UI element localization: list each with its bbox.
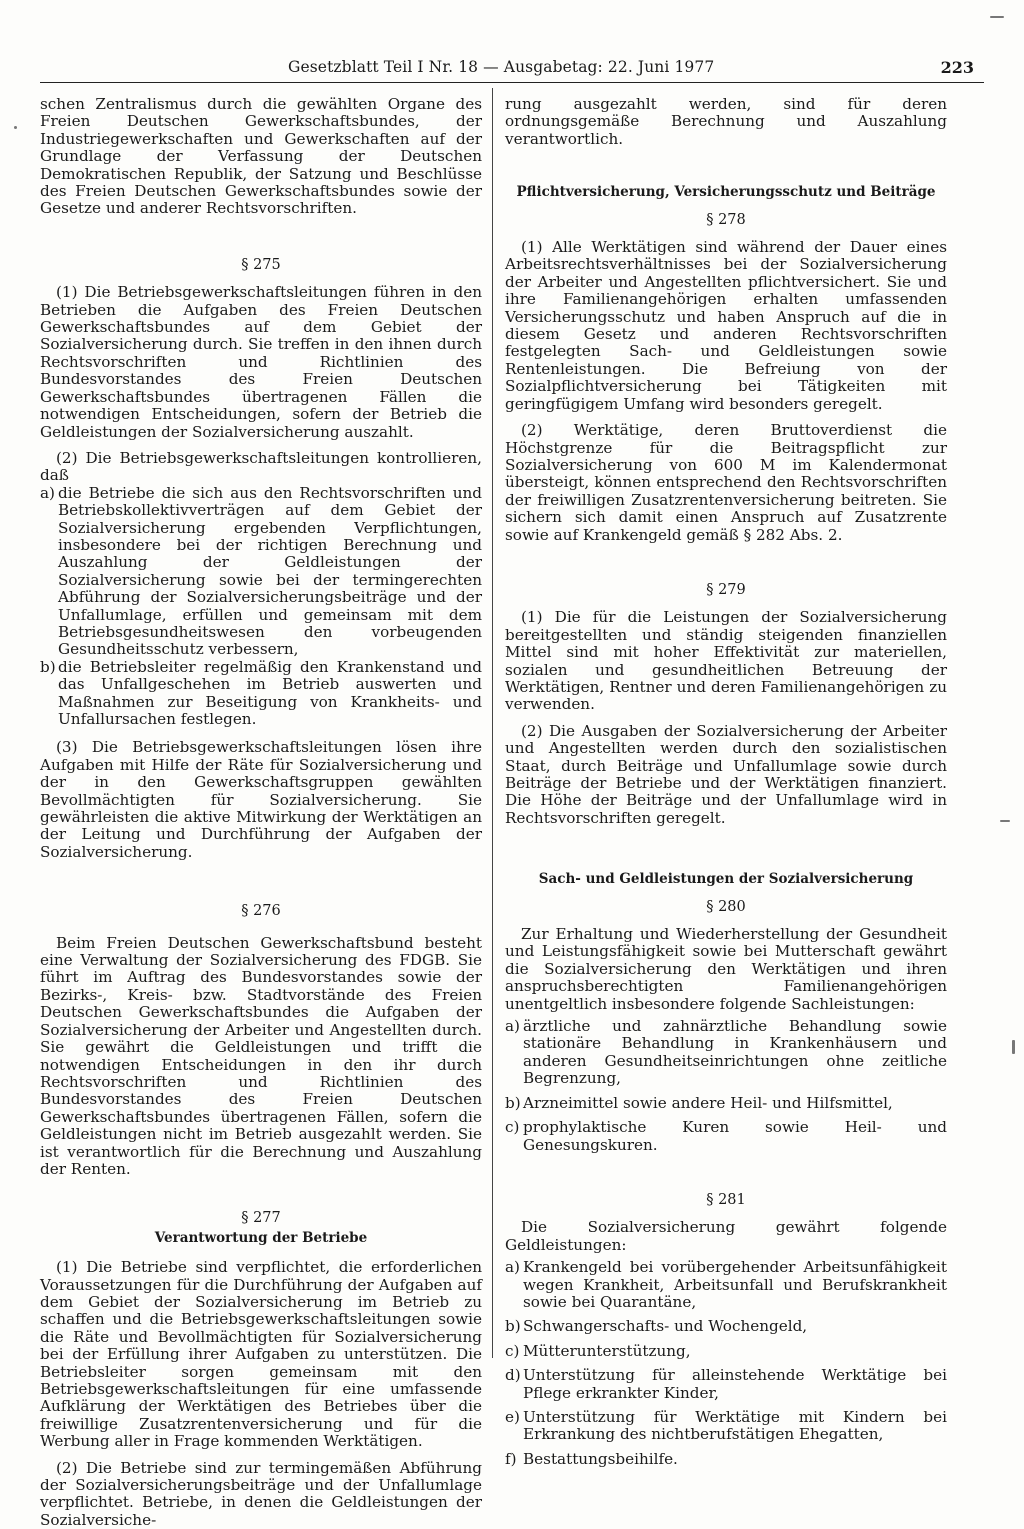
section-279-title: § 279 — [706, 581, 746, 598]
section-280-title: § 280 — [706, 898, 746, 915]
paragraph-280-1: Zur Erhaltung und Wiederherstellung der Gesundheit und Leistungsfähigkeit sowie bei Mutterschaft gewährt die Sozialversicherung den Werktätigen und ihren anspruchsberechtigten Familienangehörigen unentgeltlich insbesondere folgende Sachleistungen: — [505, 925, 947, 1013]
list-item-text: Krankengeld bei vorübergehender Arbeitsunfähigkeit wegen Krankheit, Arbeitsunfall und Berufskrankheit sowie bei Quarantäne, — [523, 1258, 947, 1311]
list-item-text: die Betriebsleiter regelmäßig den Krankenstand und das Unfallgeschehen im Betrieb auswerten und Maßnahmen zur Beseitigung von Krankheits- und Unfallursachen festlegen. — [58, 657, 482, 728]
list-item-281-b — [505, 1318, 947, 1335]
list-item-text: Unterstützung für Werktätige mit Kindern bei Erkrankung des nichtberufstätigen Ehegatten, — [523, 1407, 947, 1444]
list-marker: c) — [505, 1341, 520, 1360]
scan-mark — [14, 126, 17, 129]
list-item-text: Mütterunterstützung, — [523, 1341, 691, 1360]
paragraph-279-2: (2) Die Ausgaben der Sozialversicherung der Arbeiter und Angestellten werden durch den sozialistischen Staat, durch Beiträge und Unfallumlage sowie durch Beiträge der Betriebe und der Werktätigen finanziert. Die Höhe der Beiträge und der Unfallumlage wird in Rechtsvorschriften geregelt. — [505, 721, 947, 827]
list-marker: e) — [505, 1407, 520, 1426]
list-item-280-b — [505, 1095, 947, 1112]
list-marker: b) — [505, 1317, 521, 1336]
scan-mark — [990, 16, 1004, 18]
continued-paragraph: rung ausgezahlt werden, sind für deren ordnungsgemäße Berechnung und Auszahlung verantwortlich. — [505, 95, 947, 148]
list-item-text: Bestattungsbeihilfe. — [523, 1449, 678, 1468]
group-heading-sachleistungen: Sach- und Geldleistungen der Sozialversicherung — [538, 871, 914, 888]
page-header — [40, 56, 980, 86]
section-276-title: § 276 — [241, 903, 281, 920]
list-item-text: Arzneimittel sowie andere Heil- und Hilfsmittel, — [523, 1093, 893, 1112]
header-title: Gesetzblatt Teil I Nr. 18 — Ausgabetag: 22. Juni 1977 — [288, 58, 715, 76]
list-item-281-a — [505, 1259, 947, 1311]
header-rule — [40, 82, 984, 83]
scan-mark — [1012, 1040, 1015, 1054]
list-item-280-c — [505, 1119, 947, 1154]
list-marker: b) — [40, 657, 56, 676]
paragraph-275-1: (1) Die Betriebsgewerkschaftsleitungen führen in den Betrieben die Aufgaben des Freien Deutschen Gewerkschaftsbundes auf dem Gebiet der Sozialversicherung durch. Sie treffen in den ihnen durch Rechtsvorschriften und Richtlinien des Bundesvorstandes des Freien Deutschen Gewerkschaftsbundes übertragenen Fällen die notwendigen Entscheidungen, sofern der Betrieb die Geldleistungen der Sozialversicherung auszahlt. — [40, 283, 482, 441]
left-column — [40, 96, 482, 1529]
page-number: 223 — [940, 58, 974, 77]
list-marker: a) — [505, 1017, 520, 1036]
continued-paragraph: schen Zentralismus durch die gewählten Organe des Freien Deutschen Gewerkschaftsbundes, der Industriegewerkschaften und Gewerkschaften auf der Grundlage der Verfassung der Deutschen Demokratischen Republik, der Satzung und Beschlüsse des Freien Deutschen Gewerkschaftsbundes sowie der Gesetze und anderer Rechtsvorschriften. — [40, 95, 482, 218]
section-275-title: § 275 — [241, 256, 281, 273]
section-277-heading: Verantwortung der Betriebe — [154, 1229, 368, 1246]
list-item-281-f — [505, 1451, 947, 1468]
list-marker: b) — [505, 1093, 521, 1112]
list-item-275-b — [40, 659, 482, 729]
scan-mark — [1000, 820, 1010, 822]
section-278-title: § 278 — [706, 211, 746, 228]
column-divider — [492, 88, 493, 1358]
list-item-275-a — [40, 485, 482, 659]
list-item-281-e — [505, 1409, 947, 1444]
paragraph-275-2: (2) Die Betriebsgewerkschaftsleitungen kontrollieren, daß — [40, 448, 482, 485]
list-item-text: ärztliche und zahnärztliche Behandlung sowie stationäre Behandlung in Krankenhäusern und anderen Gesundheitseinrichtungen ohne zeitliche Begrenzung, — [523, 1017, 947, 1088]
paragraph-279-1: (1) Die für die Leistungen der Sozialversicherung bereitgestellten und ständig steigenden finanziellen Mittel sind mit hoher Effektivität zur materiellen, sozialen und gesundheitlichen Betreuung der Werktätigen, Rentner und deren Familienangehörigen zu verwenden. — [505, 608, 947, 714]
list-item-text: die Betriebe die sich aus den Rechtsvorschriften und Betriebskollektivverträgen auf dem Gebiet der Sozialversicherung ergebenden Verpflichtungen, insbesondere bei der richtigen Berechnung und Auszahlung der Geldleistungen der Sozialversicherung sowie bei der termingerechten Abführung der Sozialversicherungsbeiträge und der Unfallumlage, erfüllen und gemeinsam mit dem Betriebsgesundheitswesen den vorbeugenden Gesundheitsschutz verbessern, — [58, 483, 482, 659]
right-column — [505, 96, 947, 1468]
paragraph-275-3: (3) Die Betriebsgewerkschaftsleitungen lösen ihre Aufgaben mit Hilfe der Räte für Sozialversicherung und der in den Gewerkschaftsgruppen gewählten Bevollmächtigten für Sozialversicherung. Sie gewährleisten die aktive Mitwirkung der Werktätigen an der Leitung und Durchführung der Aufgaben der Sozialversicherung. — [40, 738, 482, 861]
list-marker: f) — [505, 1449, 517, 1468]
paragraph-277-1: (1) Die Betriebe sind verpflichtet, die erforderlichen Voraussetzungen für die Durchführung der Aufgaben auf dem Gebiet der Sozialversicherung im Betrieb zu schaffen und die Betriebsgewerkschaftsleitungen sowie die Räte und Bevollmächtigten für Sozialversicherung bei der Erfüllung ihrer Aufgaben zu unterstützen. Die Betriebsleiter sorgen gemeinsam mit den Betriebsgewerkschaftsleitungen für eine umfassende Aufklärung der Werktätigen des Betriebes über die freiwillige Zusatzrentenversicherung und für die Werbung aller in Frage kommenden Werktätigen. — [40, 1258, 482, 1451]
group-heading-pflichtversicherung: Pflichtversicherung, Versicherungsschutz und Beiträge — [516, 184, 936, 201]
list-item-text: Unterstützung für alleinstehende Werktätige bei Pflege erkrankter Kinder, — [523, 1366, 947, 1402]
list-item-281-d — [505, 1367, 947, 1402]
list-marker: a) — [505, 1258, 520, 1277]
list-marker: d) — [505, 1366, 521, 1385]
list-item-text: prophylaktische Kuren sowie Heil- und Genesungskuren. — [523, 1118, 947, 1154]
paragraph-281-1: Die Sozialversicherung gewährt folgende Geldleistungen: — [505, 1218, 947, 1254]
list-item-280-a — [505, 1018, 947, 1088]
list-item-281-c — [505, 1343, 947, 1360]
paragraph-278-2: (2) Werktätige, deren Bruttoverdienst die Höchstgrenze für die Beitragspflicht zur Sozialversicherung von 600 M im Kalendermonat übersteigt, können entsprechend den Rechtsvorschriften der freiwilligen Zusatzrentenversicherung beitreten. Sie sichern sich damit einen Anspruch auf Zusatzrente sowie auf Krankengeld gemäß § 282 Abs. 2. — [505, 421, 947, 544]
paragraph-277-2: (2) Die Betriebe sind zur termingemäßen Abführung der Sozialversicherungsbeiträge und der Unfallumlage verpflichtet. Betriebe, in denen die Geldleistungen der Sozialversiche- — [40, 1458, 482, 1529]
paragraph-276-1: Beim Freien Deutschen Gewerkschaftsbund besteht eine Verwaltung der Sozialversicherung des FDGB. Sie führt im Auftrag des Bundesvorstandes sowie der Bezirks-, Kreis- bzw. Stadtvorstände des Freien Deutschen Gewerkschaftsbundes die Aufgaben der Sozialversicherung der Arbeiter und Angestellten durch. Sie gewährt die Geldleistungen und trifft die notwendigen Entscheidungen in den ihr durch Rechtsvorschriften und Richtlinien des Bundesvorstandes des Freien Deutschen Gewerkschaftsbundes übertragenen Fällen, sofern die Geldleistungen nicht im Betrieb ausgezahlt werden. Sie ist verantwortlich für die Berechnung und Auszahlung der Renten. — [40, 933, 482, 1178]
list-marker: a) — [40, 483, 55, 502]
paragraph-278-1: (1) Alle Werktätigen sind während der Dauer eines Arbeitsrechtsverhältnisses bei der Sozialversicherung der Arbeiter und Angestellten pflichtversichert. Sie und ihre Familienangehörigen erhalten umfassenden Versicherungsschutz und haben Anspruch auf die in diesem Gesetz und anderen Rechtsvorschriften festgelegten Sach- und Geldleistungen sowie Rentenleistungen. Die Befreiung von der Sozialpflichtversicherung bei Tätigkeiten mit geringfügigem Umfang wird besonders geregelt. — [505, 238, 947, 413]
list-marker: c) — [505, 1118, 520, 1137]
list-item-text: Schwangerschafts- und Wochengeld, — [523, 1317, 808, 1336]
section-277-title: § 277 — [241, 1210, 281, 1227]
section-281-title: § 281 — [706, 1191, 746, 1208]
